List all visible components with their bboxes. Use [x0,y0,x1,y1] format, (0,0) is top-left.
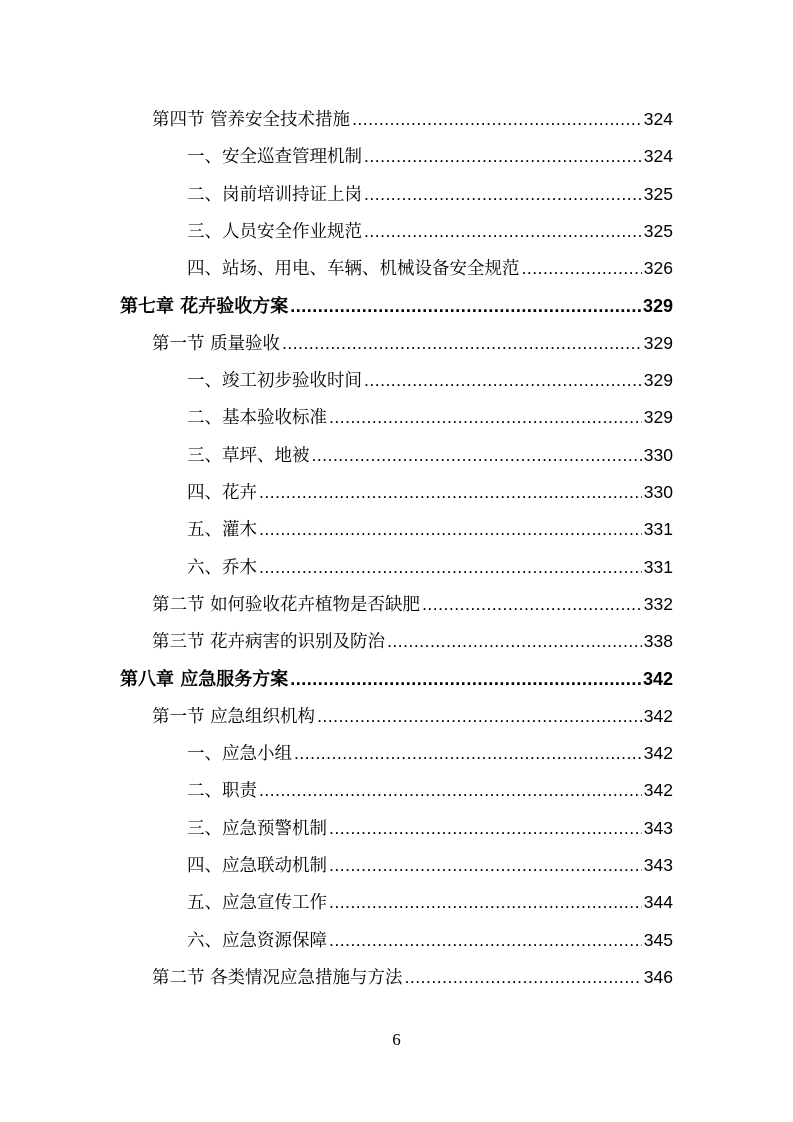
toc-entry-title: 六、应急资源保障 [187,930,327,951]
toc-subsection-entry[interactable] [187,853,673,877]
dot-leader [329,853,642,877]
toc-page-number: 332 [643,593,673,614]
toc-page-number: 325 [643,220,673,241]
toc-subsection-entry[interactable] [187,182,673,206]
toc-section-entry[interactable] [152,704,673,728]
toc-entry-title: 四、站场、用电、车辆、机械设备安全规范 [187,259,520,280]
toc-subsection-entry[interactable] [187,368,673,392]
toc-entry-title: 第二节 如何验收花卉植物是否缺肥 [152,594,421,615]
toc-page-number: 342 [643,705,673,726]
dot-leader [405,965,642,989]
toc-subsection-entry[interactable] [187,256,673,280]
dot-leader [522,256,642,280]
toc-entry-title: 五、灌木 [187,520,257,541]
dot-leader [282,331,642,355]
toc-page-number: 342 [642,668,673,689]
toc-page-number: 325 [643,183,673,204]
dot-leader [290,667,641,691]
toc-entry-title: 第八章 应急服务方案 [120,668,289,690]
dot-leader [387,629,642,653]
toc-subsection-entry[interactable] [187,928,673,952]
dot-leader [259,555,642,579]
dot-leader [329,928,642,952]
dot-leader [312,443,642,467]
toc-entry-title: 第二节 各类情况应急措施与方法 [152,967,403,988]
toc-entry-title: 三、人员安全作业规范 [187,221,362,242]
dot-leader [352,107,642,131]
dot-leader [317,704,642,728]
toc-page-number: 346 [643,966,673,987]
dot-leader [364,219,642,243]
dot-leader [294,741,642,765]
dot-leader [290,294,641,318]
toc-page-number: 330 [643,444,673,465]
toc-section-entry[interactable] [152,331,673,355]
toc-entry-title: 三、应急预警机制 [187,818,327,839]
toc-entry-title: 一、安全巡查管理机制 [187,147,362,168]
dot-leader [259,480,642,504]
dot-leader [259,517,642,541]
dot-leader [364,368,642,392]
toc-page-number: 330 [643,482,673,502]
page-number: 6 [392,1030,401,1049]
toc-subsection-entry[interactable] [187,517,673,541]
toc-page-number: 345 [643,929,673,950]
toc-entry-title: 六、乔木 [187,557,257,578]
toc-page-number: 338 [643,631,673,652]
toc-subsection-entry[interactable] [187,555,673,579]
toc-entry-title: 二、岗前培训持证上岗 [187,184,362,205]
toc-subsection-entry[interactable] [187,741,673,765]
toc-subsection-entry[interactable] [187,480,673,504]
toc-entry-title: 二、基本验收标准 [187,408,327,429]
toc-page-number: 324 [643,109,673,129]
dot-leader [259,778,642,802]
toc-entry-title: 第七章 花卉验收方案 [120,295,289,317]
toc-page-number: 329 [643,370,673,391]
toc-entry-title: 四、应急联动机制 [187,856,327,876]
toc-page-number: 329 [643,407,673,428]
toc-section-entry[interactable] [152,107,673,131]
toc-page-number: 343 [643,817,673,838]
dot-leader [364,144,642,168]
toc-subsection-entry[interactable] [187,405,673,429]
toc-page-number: 329 [643,332,673,353]
toc-entry-title: 三、草坪、地被 [187,445,310,466]
toc-subsection-entry[interactable] [187,443,673,467]
toc-section-entry[interactable] [152,965,673,989]
toc-page-number: 324 [643,146,673,167]
dot-leader [329,816,642,840]
toc-page-number: 342 [643,743,673,764]
toc-entry-title: 第一节 应急组织机构 [152,706,316,727]
toc-entry-title: 二、职责 [187,781,257,802]
toc-page-number: 343 [643,855,673,875]
toc-entry-title: 一、应急小组 [187,744,292,765]
toc-entry-title: 第四节 管养安全技术措施 [152,110,351,130]
toc-entry-title: 第三节 花卉病害的识别及防治 [152,632,386,653]
toc-section-entry[interactable] [152,629,673,653]
toc-page-number: 329 [642,295,673,316]
toc-chapter-entry[interactable] [120,667,673,691]
toc-entry-title: 一、竣工初步验收时间 [187,371,362,392]
toc-page-number: 326 [643,258,673,279]
toc-page-number: 331 [643,556,673,577]
toc-entry-title: 四、花卉 [187,483,257,503]
toc-page-number: 342 [643,780,673,801]
toc-subsection-entry[interactable] [187,144,673,168]
toc-subsection-entry[interactable] [187,816,673,840]
toc-entry-title: 五、应急宣传工作 [187,893,327,914]
dot-leader [329,890,642,914]
dot-leader [329,405,642,429]
dot-leader [422,592,642,616]
toc-subsection-entry[interactable] [187,890,673,914]
toc-subsection-entry[interactable] [187,219,673,243]
toc-chapter-entry[interactable] [120,294,673,318]
toc-entry-title: 第一节 质量验收 [152,333,281,354]
toc-section-entry[interactable] [152,592,673,616]
toc-page-number: 331 [643,519,673,540]
toc-subsection-entry[interactable] [187,778,673,802]
dot-leader [364,182,642,206]
toc-page-number: 344 [643,892,673,913]
